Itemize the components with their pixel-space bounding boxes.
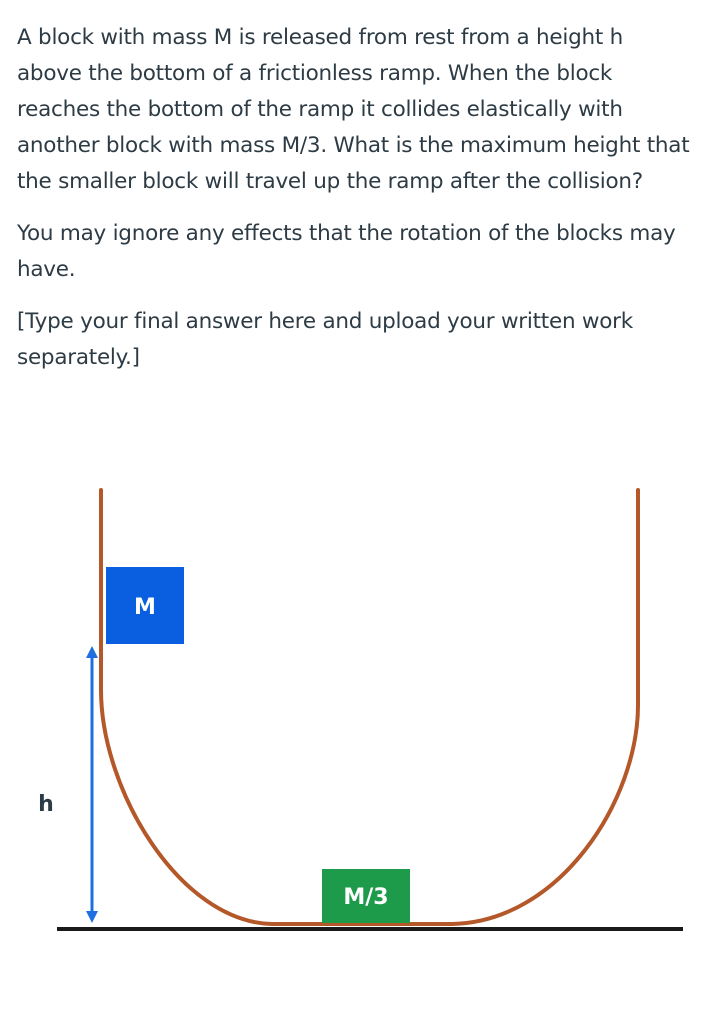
block-small-label: M/3 xyxy=(343,885,389,910)
ramp-track xyxy=(101,490,638,924)
question-paragraph-1: A block with mass M is released from rest from a height h above the bottom of a frictionless ramp. When the block reaches the bottom of the ramp it collides elastically with another block with mass M/3. What is the maximum height that the smaller block will travel up the ramp after the collision? xyxy=(17,25,690,194)
question-paragraph-3: [Type your final answer here and upload your written work separately.] xyxy=(17,309,633,370)
block-large-label: M xyxy=(134,595,156,620)
question-paragraph-2: You may ignore any effects that the rotation of the blocks may have. xyxy=(17,221,676,282)
height-label: h xyxy=(38,792,54,817)
